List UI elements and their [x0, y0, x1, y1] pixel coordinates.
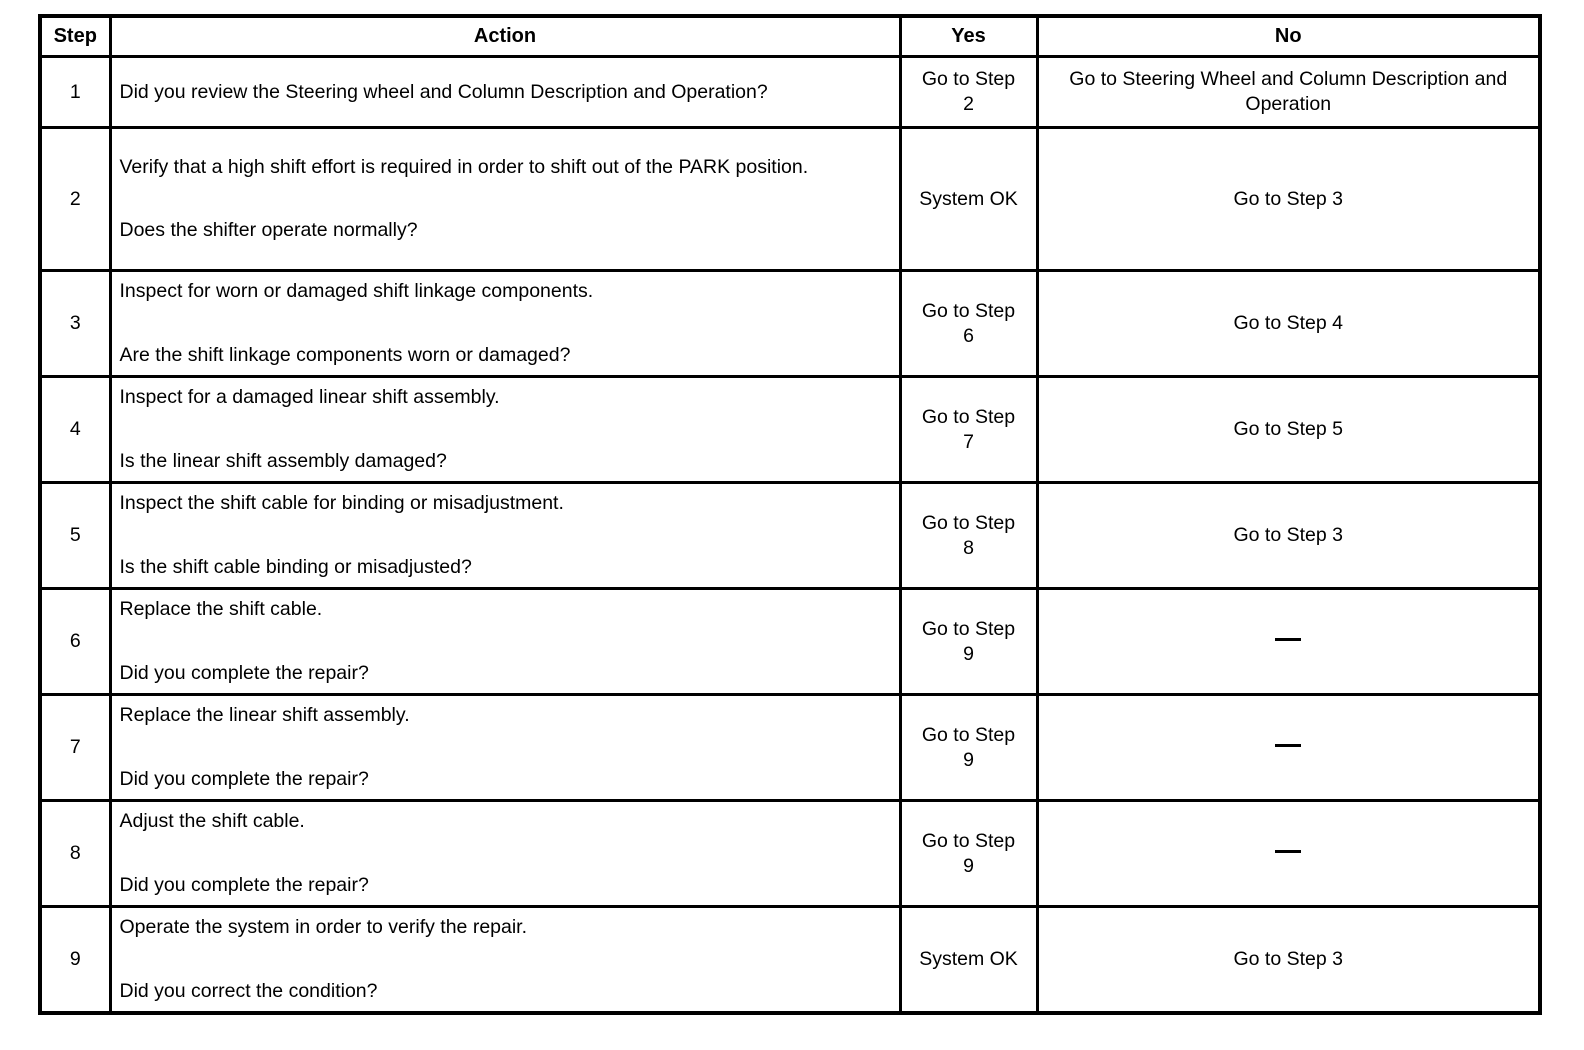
action-text-bottom: Does the shifter operate normally? [119, 219, 418, 242]
cell-no: Go to Step 3 [1037, 128, 1540, 271]
cell-yes: Go to Step 9 [900, 801, 1037, 907]
cell-no [1037, 695, 1540, 801]
cell-yes: Go to Step 2 [900, 57, 1037, 128]
cell-step: 5 [40, 483, 110, 589]
cell-yes: Go to Step 9 [900, 589, 1037, 695]
action-text-bottom: Did you correct the condition? [119, 979, 378, 1002]
table-body [40, 57, 1540, 1014]
table-row [40, 128, 1540, 271]
action-text-top: Inspect for worn or damaged shift linkage components. [119, 280, 594, 303]
column-header-action: Action [110, 16, 900, 57]
cell-step: 9 [40, 907, 110, 1014]
cell-step: 3 [40, 271, 110, 377]
action-text-top: Operate the system in order to verify the repair. [119, 916, 528, 939]
column-header-no: No [1037, 16, 1540, 57]
table-row [40, 907, 1540, 1014]
cell-action [110, 589, 900, 695]
cell-yes: Go to Step 9 [900, 695, 1037, 801]
action-text-top: Adjust the shift cable. [119, 810, 305, 833]
cell-no [1037, 801, 1540, 907]
cell-action [110, 695, 900, 801]
cell-no: Go to Step 3 [1037, 483, 1540, 589]
cell-yes: Go to Step 6 [900, 271, 1037, 377]
cell-no: Go to Steering Wheel and Column Description and Operation [1037, 57, 1540, 128]
table-row [40, 483, 1540, 589]
cell-step: 1 [40, 57, 110, 128]
action-text-bottom: Are the shift linkage components worn or damaged? [119, 343, 571, 366]
cell-yes: Go to Step 8 [900, 483, 1037, 589]
cell-step: 8 [40, 801, 110, 907]
cell-step: 4 [40, 377, 110, 483]
action-text-top: Replace the linear shift assembly. [119, 704, 410, 727]
table-header-row [40, 16, 1540, 57]
cell-yes: Go to Step 7 [900, 377, 1037, 483]
action-text-bottom: Did you complete the repair? [119, 873, 369, 896]
table-row [40, 57, 1540, 128]
table-row [40, 801, 1540, 907]
cell-yes: System OK [900, 907, 1037, 1014]
column-header-step: Step [40, 16, 110, 57]
cell-step: 2 [40, 128, 110, 271]
action-text-bottom: Is the linear shift assembly damaged? [119, 449, 447, 472]
cell-action [110, 907, 900, 1014]
cell-action [110, 801, 900, 907]
table-row [40, 695, 1540, 801]
cell-step: 7 [40, 695, 110, 801]
action-text-bottom: Did you complete the repair? [119, 661, 369, 684]
action-text-bottom: Is the shift cable binding or misadjusted? [119, 555, 472, 578]
action-text-top: Inspect for a damaged linear shift assembly. [119, 386, 500, 409]
cell-action [110, 128, 900, 271]
table-row [40, 377, 1540, 483]
diagnostic-steps-table [38, 14, 1542, 1015]
action-text-top: Verify that a high shift effort is required in order to shift out of the PARK position. [119, 155, 809, 178]
cell-action [110, 271, 900, 377]
cell-no: Go to Step 3 [1037, 907, 1540, 1014]
cell-action [110, 57, 900, 128]
action-text-top: Did you review the Steering wheel and Column Description and Operation? [119, 80, 768, 103]
cell-no: Go to Step 4 [1037, 271, 1540, 377]
column-header-yes: Yes [900, 16, 1037, 57]
cell-no [1037, 589, 1540, 695]
cell-action [110, 377, 900, 483]
cell-yes: System OK [900, 128, 1037, 271]
table-row [40, 589, 1540, 695]
action-text-top: Replace the shift cable. [119, 598, 323, 621]
cell-action [110, 483, 900, 589]
action-text-bottom: Did you complete the repair? [119, 767, 369, 790]
table-header [40, 16, 1540, 57]
cell-step: 6 [40, 589, 110, 695]
action-text-top: Inspect the shift cable for binding or misadjustment. [119, 492, 564, 515]
cell-no: Go to Step 5 [1037, 377, 1540, 483]
table-row [40, 271, 1540, 377]
